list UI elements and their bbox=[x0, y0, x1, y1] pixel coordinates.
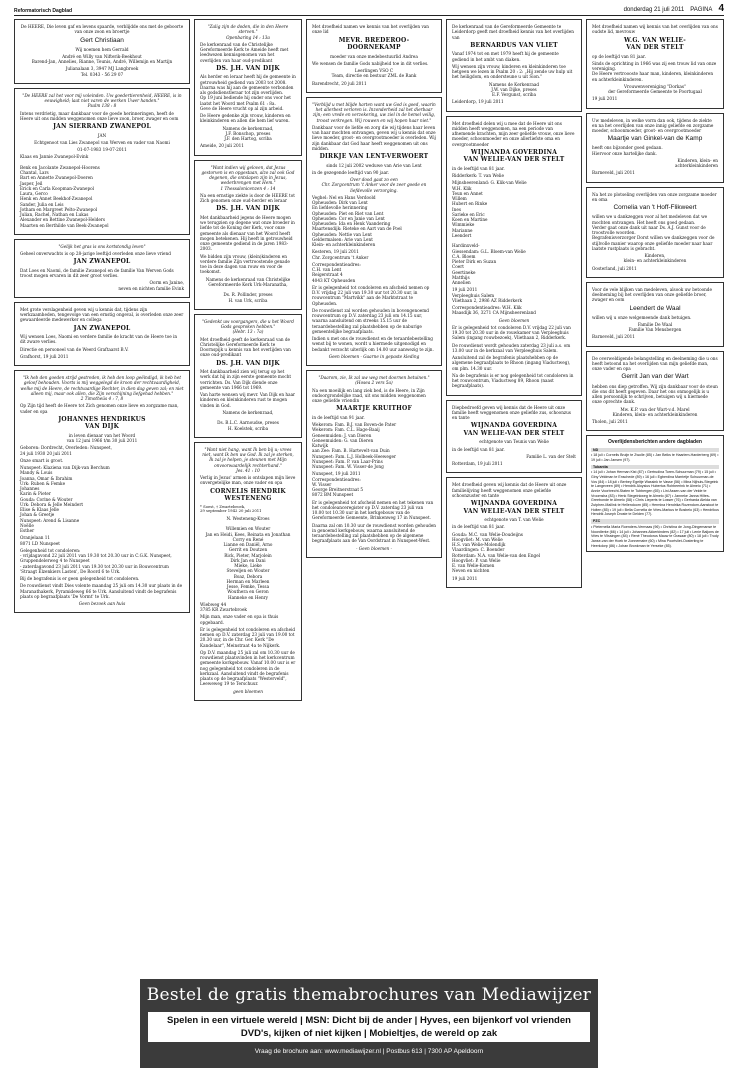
notice-body: Sinds de oprichting in 1966 was zij een trouw lid van onze vereniging. De Heere vertroooste haar man, kinderen, kleinkinderen en achterkleinkinderen. bbox=[592, 60, 717, 82]
notice-quote: "Want niet hang, want Ik ben bij u; vrees niet, want Ik ben uw God. Ik zal je sterken, Ik zal je helpen, je steunen met Mijn onvoorwaardelijk rechterhand." Jes. 41 : 10 bbox=[202, 446, 294, 473]
notice-text: De kerkenraad van de Gereformeerde Gemeente te Leiderdorp geeft met droefheid kennis van het overlijden van bbox=[452, 24, 574, 40]
notice-body-2: Wij wensen zijn vrouw, kinderen en kleinkinderen toe hetgeen we lezen in Psalm 20 : 2: „Hij zende uw hulp uit het heiligdom, en ondersteune u uit Sion." bbox=[452, 63, 573, 80]
notice-name: DIRKJE VAN LENT-VERWOERT bbox=[319, 153, 429, 160]
notice-place: Tholen, juli 2011 bbox=[592, 419, 628, 424]
notice-service: De rouwdienst vindt Dies volente maandag 25 juli om 14.30 uur plaats in de Maranathakerk, Pyramideweg 66 te Urk. Aansluitend vindt de begrafenis plaats op begraafplaats 'De Vormt' te Urk. bbox=[20, 583, 183, 599]
notice-van-welie-stelt bbox=[446, 400, 582, 474]
notice-body: willen we u dankzeggen voor al het medeleven dat we mochten ontvangen. Het heeft ons goed gedaan. Verder gaat onze dank uit naar Ds. A.J. Gunst voor de troostvolle woorden. Begrafenisverzorger Dorst willen we dankzeggen voor de stijlvolle manier waarop onze geliefde moeder naar haar laatste rustplaats is gebracht. bbox=[592, 214, 715, 251]
notice-jan-sierrand bbox=[14, 88, 190, 235]
notice-name: Maartje van Ginkel-van de Kamp bbox=[607, 135, 703, 143]
notice-address: Wiebweg 44 3785 KR Zwartebroek bbox=[200, 601, 247, 613]
notice-family: Wekerom: Fam. B.J. van Boven-de Pater Wekerom: Fam. C.L. Hage-Baaij Geneemuiden: J. van Dieren Geneemuiden: G. van Dieren Katwijk aan Zee: Fam. B. Hartevelt-van Duin Nunspeet: Fam. L.J. Holbeek-Heeweger Nunspeet: Fam. P. van Laar-Prins Nunspeet: Fam. W. Visser-de Jong bbox=[312, 422, 397, 469]
notice-body: We wensen de familie Gods nabijheid toe in dit verlies. bbox=[312, 60, 429, 66]
notice-van-dijk-family bbox=[14, 370, 190, 613]
advert-topics bbox=[148, 1012, 590, 1042]
notice-age: in de leeftijd van 81 jaar. bbox=[452, 524, 505, 530]
notice-sub: in leven dienaar van het Woord van 12 juni 1966 t/m 30 juli 2011 bbox=[66, 432, 138, 444]
notice-note: Mijn man, onze vader en opa is thuis opgebaard. bbox=[200, 614, 279, 625]
notice-age: in de gezegende leeftijd van 90 jaar. bbox=[312, 169, 389, 175]
notice-service: Op D.V. maandag 25 juli zal om 10.30 uur de rouwdienst plaatsvinden in het kerkcentrum gemeente korkgebouw. Vanaf 10.00 uur is er nog gelegenheid tot condoleren in de kerkzaal. Aansluitend vindt de begrafenis plaats op de begraafplaats "Westerveld", Leeweweg 19 te Terschuur. bbox=[200, 649, 296, 687]
notice-intro: De HEERE, Die leven gaf en levens spaarde, verblijdde ons met de geboorte van onze zoon en broertje bbox=[20, 24, 184, 35]
column-4 bbox=[446, 19, 582, 588]
column-5 bbox=[586, 19, 724, 552]
notice-dates: 01-07-1983 19-07-2011 bbox=[77, 147, 127, 153]
notice-end: geen bloemen bbox=[233, 688, 263, 694]
notice-sign: Familie L. van der Stelt bbox=[526, 453, 576, 459]
notice-place: Barendrecht, 20 juli 2011 bbox=[312, 80, 367, 86]
notice-service: De rouwdienst wordt gehouden zaterdag 23 juli a.s. om 13.00 uur in de kerkzaal van Verpleeghuis Salem. bbox=[452, 342, 571, 353]
notice-quote: "Daarom, zie, Ik zal uw weg met doornen betuinen." (Hosea 2 vers 5a) bbox=[318, 375, 430, 386]
notice-place: Barneveld, juli 2011 bbox=[592, 334, 635, 340]
notice-family: Gouda: M.C. van Welie-Doudeijns Hoogvliet: M. van Welie H.S. van Welie-Molendijk Vlaardingen: C. Boender Rotterdam: N.A. van Welie-van den Engel Hoogvliet: P. van Welie E. van Welie-Komen Neven en nichten bbox=[452, 531, 541, 574]
advert-topics-line-2: DVD's, kijken of niet kijken | Mobieltjes, de wereld op zak bbox=[240, 1027, 498, 1039]
notice-sub: Wij noemen hem Gerrald bbox=[75, 46, 129, 52]
notice-name: DS. J.H. VAN DIJK bbox=[216, 205, 280, 213]
notice-burial: Bij de begrafenis is er geen gelegenheid tot condoleren. bbox=[20, 576, 140, 582]
notice-age: in de leeftijd van 81 jaar. bbox=[452, 165, 505, 171]
notice-birth-gert bbox=[14, 19, 190, 84]
notice-text: De overweldigende belangstelling en deelneming die u ons heeft betoond na het overlijden van mijn geliefde man, onze vader en opa bbox=[592, 355, 718, 372]
notice-text: Op Zijn tijd heeft de Heere tot Zich genomen onze lieve en zorgzame man, vader en opa bbox=[20, 403, 179, 414]
notice-address: Julianalaan 3, 3947 MJ Langbroek Tel. 0343 - 56 29 07 bbox=[65, 66, 139, 77]
notice-name: WIJNANDA GOVERDINA VAN WELIE-VAN DER STELT bbox=[463, 422, 565, 437]
notice-name: WIJNANDA GOVERDINA VAN WELIE-VAN DER STELT bbox=[463, 500, 565, 515]
notice-age: op de leeftijd van 81 jaar. bbox=[592, 53, 646, 59]
notice-family: Veghel: Nel en Hans Verdoold Opheusden: Dirk van Lent En liefdevolle herinnering Opheusden: Piet en Riet van Lent Opheusden: Cor en Janie van Lent Opheusden: Ida en Henk Vaandering Maartensdijk: Rieteke en Aart van de Poel Opheusden: Nettie van Lent Geldermalsen: Arie van Lent Klein- en achterkleinkinderen bbox=[312, 194, 402, 247]
notice-van-vliet bbox=[446, 19, 582, 112]
notice-body-2: We bidden zijn vrouw, (klein)kinderen en verdere familie Zijn vertroostende genade toe in deze dagen van rouw en voor de toekomst. bbox=[200, 253, 290, 275]
column-2 bbox=[194, 19, 302, 701]
notice-van-welie-inlaws bbox=[446, 477, 582, 588]
notice-body: Wij wensen Loes, Naomi en verdere familie de kracht van de Heere toe in dit zware verlies. bbox=[20, 334, 178, 345]
notice-sign: Namens de kerkenraad, Ds. B.L.C. Aarnoudse, preses H. Koelstek, scriba bbox=[217, 409, 279, 431]
notice-body: Vanaf 1974 tot en met 1979 heeft hij de gemeente gediend in het ambt van diaken. bbox=[452, 51, 559, 62]
notice-van-lent bbox=[306, 97, 442, 366]
notice-name: Gerrit Jan van der Wart bbox=[621, 373, 689, 381]
notice-dates: * Soest, † Zwartebroek, 29 september 1942 20 juli 2011 bbox=[200, 503, 262, 514]
notice-service: Daarna zal om 10.30 uur de rouwdienst worden gehouden in genoemd kerkgebouw, waarna aansluitend de teraardebestelling zal plaatshebben op de algemene begraafplaats aan de Van Oordstraat in Nunspeet-West. bbox=[312, 522, 436, 544]
thanks-de-waal bbox=[586, 282, 724, 347]
advert-footer: Vraag de brochure aan: www.mediawijzer.nl | Postbus 613 | 7300 AP Apeldoorn bbox=[254, 1047, 484, 1055]
header-rule bbox=[14, 15, 724, 16]
notice-body: Dat Loes en Naomi, de familie Zwanepol en de familie Van Werven Gods troost mogen ervaren in dit zeer groot verlies. bbox=[20, 267, 174, 279]
notice-sign: Oorm en Janine, neven en nichten familie Evink bbox=[118, 280, 184, 291]
notice-body: Met dankbaarheid zien wij terug op het werk dat hij in zijn eerste gemeente mocht verrichten. Ds. Van Dijk diende onze gemeente van 1966 tot 1969. bbox=[200, 369, 292, 390]
notice-end: Geen bloemen - Gaarne in gepaste kleding bbox=[328, 353, 420, 359]
notice-name: W.G. VAN WELIE- VAN DER STELT bbox=[624, 36, 686, 51]
notice-name: BERNARDUS VAN VLIET bbox=[470, 41, 558, 49]
notice-text: Diepbedroefd geven wij kennis dat de Heere uit onze familie heeft weggenomen onze geliefde zus, schoonzus en tante bbox=[452, 404, 571, 420]
notice-sign: Namens de kerkenraad van Christelijke Gereformeerde Kerk Urk-Maranatha, Ds. R. Pollinder, preses H. van Urk, scriba bbox=[205, 276, 291, 303]
notice-condolence: Er is gelegenheid tot condoleren D.V. vrijdag 22 juli van 19.30 tot 20.30 uur in de rouwkamer van Verpleeghuis Salem (ingang rouwbezoek), Vliethaan 2, Ridderkerk. bbox=[452, 324, 571, 341]
notice-body: Met dankbaarheid jegens de Heere mogen we terugzien op degene wat onze broeder in liefde tot de Koning der Kerk, voor onze gemeente als dienaar van het Woord heeft mogen betekenen. Hij heeft in getrouwheid onze gemeente gediend in de jaren 1983-2003. bbox=[200, 214, 295, 252]
notice-sign: Directie en personeel van de Weerd Graftaarst B.V. bbox=[20, 346, 129, 352]
notice-sign: Kinderen, klein- en achterkleinkinderen bbox=[674, 157, 718, 169]
thanks-van-t-hoff bbox=[586, 187, 724, 278]
notice-text: Verlig in Jezus' armen is ontslapen mijn lieve onvergetelijke man, onze vader en opa bbox=[200, 475, 296, 486]
notice-text: Met droefheid geven wij kennis dat de Heere uit onze familielijving heeft weggenomen onze geliefde schoonzuster en tante bbox=[452, 482, 567, 498]
notice-name: Cornelia van 't Hoff-Flikweert bbox=[613, 204, 697, 212]
notice-quote: "Gelijk het gras is ons kortstondig leven" bbox=[58, 243, 146, 249]
notice-ameide bbox=[194, 19, 302, 156]
notice-name: JAN SIERRAND ZWANEPOL bbox=[53, 123, 151, 131]
notice-name: DS. J.H. VAN DIJK bbox=[216, 64, 280, 72]
notice-name: CORNELIS HENDRIK WESTENENG bbox=[210, 487, 286, 502]
notice-sub: echtgenote van Teunis van Welie bbox=[479, 439, 549, 445]
notice-body: willen wij u onze welgemeende dank betuigen. bbox=[592, 314, 692, 320]
notice-text: Met droefheid geeft de kerkenraad van de Christelijke Gereformeerde Kerk te Doornspijk u kennis van het overlijden van onze oud-predikant bbox=[200, 336, 291, 358]
notice-quote: "Ik heb den goeden strijd gestreden, ik heb den loop geëindigd, ik heb het geloof behouden. Voorts is mij weggelegd de kroon der rechtvaardigheid, welke mij de Heere, de rechtvaardige Rechter, in dien dag geven zal; en niet alleen mij, maar ook allen, die Zijn verschijning liefgehad hebben." 2 Timotheüs 4 : 7, 8 bbox=[20, 375, 184, 402]
notice-body: heeft ons bijzonder goed gedaan. Hiervoor onze hartelijke dank. bbox=[592, 145, 663, 156]
notice-name: WIJNANDA GOVERDINA VAN WELIE-VAN DER STELT bbox=[463, 148, 565, 164]
notice-condolence: Er is gelegenheid tot condoleren en afscheid nemen op D.V. vrijdag 22 juli van 19.30 uur tot 20.30 uur, in rouwcentrum "Martvikk" aan de Marktstraat te Opheusden. bbox=[312, 284, 430, 306]
page-number: 4 bbox=[718, 3, 724, 14]
notice-place: Barneveld, juli 2011 bbox=[592, 170, 635, 176]
notice-quote-2: Over dood gaat zo een Chr. Zorgcentrum 't Anker voor de zeer goede en liefdevolle verzorging. bbox=[321, 177, 427, 193]
header-right bbox=[624, 4, 724, 14]
mediawijzer-advert[interactable] bbox=[140, 979, 598, 1068]
notice-place: Kesteren, 19 juli 2011 Chr. Zorgcentrum 't Anker bbox=[312, 249, 369, 260]
obituaries-section-pzc: PZC bbox=[591, 519, 719, 524]
notice-address: Correspondentieadres: W.H. Klik Maasdijk 36, 3271 CA Mijnsheerenland bbox=[452, 305, 536, 316]
notice-sub: moeder van onze medebestuurlid Andrea bbox=[330, 53, 418, 59]
notice-place: Oosterland, juli 2011 bbox=[592, 265, 637, 271]
notice-sub: sinds 12 juli 2002 weduwe van Arie van Lent bbox=[326, 162, 422, 168]
notice-place: Leiderdorp, 19 juli 2011 bbox=[452, 99, 504, 105]
notice-family-intro: Onze smart is groot. bbox=[20, 457, 64, 463]
notice-place: Nunspeet, 19 juli 2011 Correspondentieadres: W. Visser George Breitnerstraat 5 8072 BM Nunspeet bbox=[312, 471, 364, 498]
obituaries-section-tubantia: Tubantia bbox=[591, 465, 719, 470]
notice-text: Na een moeilijk en lang ziek bed, is de Heere, in Zijn ondoorgrondelijke raad, uit ons midden weggenomen onze geliefde vriendin bbox=[312, 387, 426, 403]
notice-family: Mijnsheerenland: G. Klik-van Welie W.H. Klik Teun en Annet Willem Hubert en Rinke Ines Sarieke en Eric Koen en Martine Wimmieke Marianne Leendert Hardinxveld- Giessendam: G.L. Bloem-van Welie C.A. Bloem Pieter Dirk en Suzan Coert Geertineke Matthijs Annelien bbox=[452, 180, 527, 285]
notice-name: Leendert de Waal bbox=[629, 304, 681, 312]
notice-place: Rotterdam, 19 juli 2011 bbox=[452, 461, 503, 466]
notice-place: 19 juli 2011 Verpleeghuis Salem Vliethaan 2, 2986 AZ Ridderkerk bbox=[452, 287, 523, 303]
notice-body-2: Van harte wensen wij mevr. Van Dijk en haar kinderen en kleinkinderen rust te mogen vinden in God. bbox=[200, 392, 296, 408]
notice-name: MAARTJE KRUITHOF bbox=[336, 405, 412, 413]
notice-van-welie-family bbox=[446, 116, 582, 396]
notice-doornspijk bbox=[194, 314, 302, 438]
notice-place: 19 juli 2011 bbox=[452, 575, 478, 581]
notice-text: Met droefheid namen we kennis van het overlijden van onze lid bbox=[312, 24, 429, 35]
notice-place: Grafhorst, 19 juli 2011 bbox=[20, 353, 69, 359]
notice-place: 19 juli 2011 bbox=[592, 96, 618, 102]
notice-quote: "Gedenkt uw voorgangers, die u het Woord Gods gesproken hebben." (Hebr. 13 : 7a) bbox=[202, 318, 294, 335]
notice-address: Correspondentieadres: C.H. van Lent Reigerstraat 4 4043 KT Opheusden bbox=[312, 261, 361, 283]
notice-sub: JAN bbox=[97, 132, 107, 138]
notice-more: Na de begrafenis is er nog gelegenheid tot condoleren in het rouwcentrum, Viaductweg 89, Rhoon (naast begraafplaats). bbox=[452, 372, 574, 389]
notice-name: DS. J.H. VAN DIJK bbox=[216, 359, 280, 367]
notice-name: JOHANNES HENDRIKUS VAN DIJK bbox=[58, 415, 146, 431]
notice-body: hebben ons diep getroffen. Wij zijn dankbaar voor de steun die ons dit heeft gegeven. Daar het ons onmogelijk is u allen persoonlijk te schrijven, betuigen wij u hiermede onze oprechte dank. bbox=[592, 383, 718, 405]
notice-jan-zwanepol-friends bbox=[14, 239, 190, 298]
notice-sign: Vrouwenvereniging "Dorkas" der Gereformeerde Gemeente te Poortugaal bbox=[608, 83, 702, 94]
notice-dorkas bbox=[586, 19, 724, 109]
notice-westeneng bbox=[194, 442, 302, 701]
notice-name: MEVR. BREDEROO- DOORNEKAMP bbox=[338, 36, 410, 51]
notice-sign: Kinderen, klein- en achterkleinkinderen bbox=[623, 253, 687, 264]
notice-family: Nunspeet: Klaziena van Dijk-van Berchum Mandy & Louis Joanna, Omar & Ibrahim Urk: Ruben & Femke Johannes Karin & Pieter Gouda: Corine & Wouter Urk: Debora & Jelle Meindert Elise & Klaas Jelle Johan & Greetje Nunspeet: Arend & Lisanne Noëlle Esther bbox=[20, 465, 110, 534]
notice-text: Na het zo plotseling overlijden van onze zorgzame moeder en oma bbox=[592, 191, 717, 202]
notice-condolence: Er is gelegenheid tot afscheid nemen en het tekenen van het condoleanceregister op D.V. zaterdag 23 juli van 10.00 tot 10.30 uur in het kerkgebouw van de Gereformeerde Gemeente, Brinkenweg 17 in Nunspeet. bbox=[312, 499, 434, 521]
notice-text: Geheel onverwachts is op 28-jarige leeftijd overleden onze lieve vriend bbox=[20, 251, 171, 257]
header-pagina-label: PAGINA bbox=[690, 6, 713, 13]
notice-service: De rouwdienst zal worden gehouden in bovengenoemd rouwcentrum op D.V. zaterdag 23 juli om 14.15 uur, waarna aansluitend om streeks 15.15 uur de teraardebestelling zal plaatshebben op de naburige gemeentelijke begraafplaats. bbox=[312, 307, 429, 334]
notice-text: De kerkenraad van de Christelijke Gereformeerde Kerk te Ameide heeft met leedwezen kennisgenomen van het overlijden van haar oud-predikant bbox=[200, 41, 289, 63]
notice-end: - Geen bloemen - bbox=[356, 545, 392, 551]
notice-dates: Geboren: Dordrecht, Overleden: Nunspeet, 24 juli 1930 20 juli 2011 bbox=[20, 445, 112, 456]
notice-family: N. Westeneng-Kroes Willemien en Wouter Jan en Heidi, Kees, Reinata en Jonathan Corry en René Lianne en Daniël, Arno Gerrit en Doutzen Rick, Pieter, Marjolein Dirk Jan en Dani Mieke, Lieke Steveljen en Wouter Boaz, Debora Herman en Marleen Jesse, Femke, Tessa Wouthera en Geron Hanneke en Henry bbox=[205, 515, 291, 600]
notice-sign: Mw. K.P. van der Wart-v.d. Marel Kinderen, klein- en achterkleinkinderen bbox=[612, 406, 698, 417]
notice-condolence: Er is gelegenheid tot condoleren en afscheid nemen op D.V. zaterdag 23 juli van 19.00 tot 20.30 uur, in de Chr. Ger. Kerk "De Kandelaar", Meinstraat 4a te Nijkerk. bbox=[200, 626, 296, 648]
notice-name: JAN ZWANEPOL bbox=[73, 324, 131, 332]
notice-sign: Familie De Waal Familie Van Mensbergen bbox=[628, 321, 682, 333]
notice-quote: "Verblijd u met blijde harten want uw God is goed, waarin het allerbest verloren is. Inzonderheid zal het dierbaar zijn; een vrede en verzekering, uw ziel in de hemel veilig, troost verkregen. Wij rouwen en wij hopen haar niet." bbox=[312, 101, 436, 123]
column-1 bbox=[14, 19, 190, 613]
notice-condolence: Gelegenheid tot condoleren: - vrijdagavond 22 juli 2011 van 19.30 tot 20.30 uur in C.G.K. Nunspeet, Gruppendelerweg 4 te Nunspeet - zaterdagavond 23 juli 2011 van 19.30 tot 20.30 uur in Bouwcentrum 'Straagt Elzenkiers Lasten', De Roord 6 te Urk. bbox=[20, 547, 172, 574]
publication-name: Reformatorisch Dagblad bbox=[14, 7, 73, 14]
notice-sub: Geen bloemen bbox=[498, 317, 530, 323]
notice-body-2: De Heere gedenke zijn vrouw, kinderen en kleinkinderen en allen die hem lief waren. bbox=[200, 113, 291, 124]
obituaries-section-nd: ND bbox=[591, 448, 719, 453]
notice-end: Geen bezoek aan huis bbox=[78, 601, 126, 607]
notice-text: Uw medeleven, in welke vorm dan ook, tijdens de ziekte en na het overlijden van onze innig geliefde en zorgzame moeder, schoonmoeder, groot- en overgrootmoeder bbox=[592, 117, 714, 133]
notice-parents: Echtgenoot van Lies Zwanepol van Werven en vader van Naomi bbox=[34, 139, 170, 145]
advert-title: Bestel de gratis themabrochures van Mediawijzer bbox=[146, 985, 592, 1005]
notice-text: Met grote verslagenheid geven wij u kennis dat, tijdens zijn werkzaamheden, tengevolge van een ernstig ongeval, is overleden onze zeer gewaardeerde medewerker en collega bbox=[20, 306, 184, 323]
notice-text: Met droefheid delen wij u mee dat de Heere uit ons midden heeft weggenomen, na een periode van afnemende krachten, mijn zeer geliefde vrouw, onze lieve moeder, schoonmoeder en onze allerliefste oma en overgrootmoeder bbox=[452, 120, 575, 147]
column-3 bbox=[306, 19, 442, 558]
notice-quote: "Zalig zijn de doden, die in den Heere sterven." Openbaring 14 : 13a bbox=[207, 24, 289, 40]
notice-sign: Leerlingen VSO C Team, directie en bestuur ZML de Rank bbox=[331, 68, 417, 79]
notice-brederoo bbox=[306, 19, 442, 93]
notice-parents: André en Willy van Nifterik-Beekhout Barend-Jan, Annelies, Rianne, Teunis, André, Willemijn en Martijn bbox=[31, 53, 173, 65]
notice-urk-maranatha bbox=[194, 160, 302, 310]
notice-ridderkerk: Ridderkerk: T. van Welie bbox=[452, 173, 504, 178]
notice-sub: echtgenote van T. van Welie bbox=[484, 517, 544, 522]
notice-text: Intens verdrietig, maar dankbaar voor de goede herinneringen, heeft de Heere uit ons midden weggenomen onze lieve zoon, broer, zwager en oom bbox=[20, 110, 179, 121]
page-header bbox=[14, 4, 724, 14]
notice-text: Na een ernstige ziekte is door de HEERE tot Zich genomen onze oud-herder en leraar bbox=[200, 192, 295, 203]
obituaries-title: Overlijdensberichten andere dagbladen bbox=[608, 439, 702, 446]
notice-quote: "Want indien wij geloven, dat Jezus gestorven is en opgestaan, alzo zal ook God degenen, die ontslapen zijn in Jezus, wederbrengen met Hem." 1 Thessalonicenzen 4 : 14 bbox=[201, 164, 295, 191]
notice-sign: Namens de kerkenraad, J.F. Bonschop, preses J.F. den Hartog, scriba bbox=[222, 125, 274, 141]
obituaries-list-tubantia: • 14 juli • Johan Herman Kist (87) • Gertrudina Toren-Schuurman (79) • 15 juli • Giny Veldman te Enschede (89) • 16 juli • Egberdina Marrietje Schuurman-de Vos (84) • 18 juli • Berbey Egeltje Wassink te Vasse (56) • Mina Nijhuis-Stegeink te Langeveen (89) • Hendrik Aloysius Hubertus Rohbeerink te Almelo (71) • Annie Voorbrecht-Staten te Tubbergen (65) • Lini Assen-van der Velde te Vroomsha (83) • Henk Stegeinkweg te Almelo (87) • Janneke Janna Hiltes-Greebonde te Almelo (58) • Chris Lieperts te Losser (76) • Gerharda Alelda van Zutphen-Mallink te Hellendoorn (85) • Hermina Hendrika Rozendom-Aanstoot te Holten (85) • 19 juli • Bella Cornelia de Vries-Markus te Bosbelo (63) • Hendrikus Hendrik Joseph Droste te Delden (77). bbox=[591, 470, 719, 517]
header-date: donderdag 21 juli 2011 bbox=[623, 6, 685, 13]
notice-burial: Aansluitend zal de begrafenis plaatshebben op de algemene begraafplaats te Rhoon (ingang Viaductweg), om plm. 14.30 uur. bbox=[452, 355, 571, 371]
notice-text: Dankbaar voor de liefde en zorg die wij tijdens haar leven van haar mochten ontvangen, geven wij u kennis dat onze lieve moeder, groot- en overgrootmoeder is overleden. Wij zijn dankbaar dat God haar heeft weggenomen uit ons midden. bbox=[312, 124, 436, 151]
notice-age: in de leeftijd van 91 jaar. bbox=[312, 414, 365, 420]
other-papers-obituaries bbox=[586, 435, 724, 552]
thanks-van-der-wart bbox=[586, 351, 724, 432]
notice-text: Voor de vele blijken van medeleven, alsook uw betoonde deelneming bij het overlijden van onze geliefde broer, zwager en oom bbox=[592, 286, 712, 303]
advert-topics-line-1: Spelen in een virtuele wereld | MSN: Dicht bij de ander | Hyves, een bijenkorf vol vrienden bbox=[167, 1015, 571, 1027]
notice-address: Oranjelaan 11 8071 LD Nunspeet bbox=[20, 535, 60, 546]
notice-age: in de leeftijd van 81 jaar. bbox=[452, 446, 505, 452]
notice-kruithof bbox=[306, 370, 442, 558]
obituaries-list-nd: • 18 juli • Cornelis Bruijn te Zwolle (85) • Jan Beiks te Haarlem-Harderberg (69) • 19 juli • Jan Jansen (97). bbox=[591, 453, 719, 463]
notice-body: Als herder en leraar heeft hij de gemeente in getrouwheid gediend van 2003 tot 2008. Daarna was hij aan de gemeente verbonden als godsdienstleraar tot zijn overlijden. Op 19 juni bediende hij onder ons voor het laatst het Woord met Psalm 61 : 8a. Geve de Heere vrucht op al zijn arbeid. bbox=[200, 74, 296, 111]
notice-more: Indien u met ons de rouwdienst en de teraardebestelling wenst bij te wonen, wordt u hiermede uitgenodigd en bedankt verzocht uiterlijk om 14.00 uur aanwezig te zijn. bbox=[312, 336, 434, 352]
thanks-van-ginkel bbox=[586, 113, 724, 183]
notice-place: Ameide, 20 juli 2011 bbox=[200, 143, 244, 149]
notice-jan-zwanepol-company bbox=[14, 302, 190, 366]
obituaries-list-pzc: • Pieternella Maria Roenders-Vermaas (96) • Christina de Jong-Dingemanse te Noordlerke (66) • 14 juli • Johannes Akkerkinders (82) • 17 juli • Lenie Baljons de Vries te Vlissingen (84) • René Theodorus Mauw te Grasaar (80) • 18 juli • Trudy Janse-van der Hoek te Zonnemaire (60) • Mina Poortvliet-Oosterling te Heerkdorp (86) • Johan Bronkman te Yerseke (85). bbox=[591, 524, 719, 548]
notice-family: Klaas en Jannie Zwanepol-Evink Benk en Jacolante Zwanepol-Hoorens Chantal, Lars Bart en Annette Zwanepol-Doeren Jasper, Jeil Erick en Carla Koopman-Zwanepol Laura, Gerco Henk en Annet Beekhof-Zwanepol Sander, Julia en Leis Jotham en Margreet Pelto-Zwanepol Julian, Rachel, Nathan en Lukas Alexander en Bettine Zwanepol-Helders Maarten en Berthilde van Beek-Zwanepol bbox=[20, 154, 109, 228]
notice-sign: Namens de Kerkenraad J.W. van Dijke, preses E.F. Vergunst, scriba bbox=[488, 81, 540, 97]
notice-name: Gert Christiaan bbox=[80, 36, 124, 44]
notice-name: JAN ZWANEPOL bbox=[73, 258, 131, 266]
notice-quote: "De HEERE zal het voor mij voleinden. Uw goedertierenheid, HEERE, is in eeuwigheid; laat niet varen de werken Uwer handen." Psalm 138 : 8 bbox=[22, 92, 182, 109]
notice-text: Met droefheid namen wij kennis van het overlijden van ons oudste lid, mevrouw bbox=[592, 24, 718, 35]
